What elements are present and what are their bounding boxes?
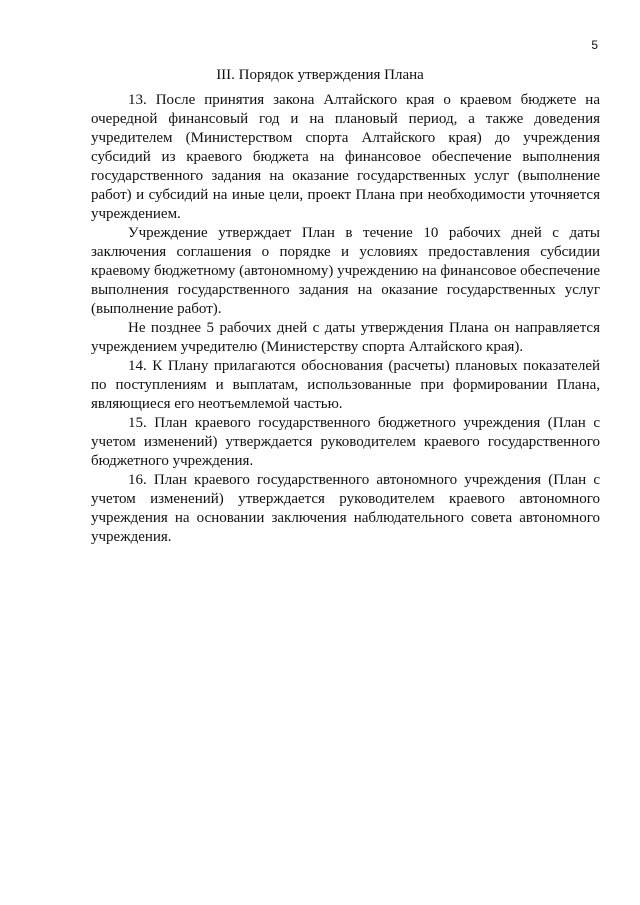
paragraph-approval-term: Учреждение утверждает План в течение 10 рабочих дней с даты заключения соглашения о порядке и условиях предоставления субсидии краевому бюджетному (автономному) учреждению на финансовое обеспечение выполнения государственного задания на оказание государственных услуг (выполнение работ). bbox=[91, 225, 600, 317]
section-heading: III. Порядок утверждения Плана bbox=[216, 67, 424, 83]
page-number: 5 bbox=[591, 38, 598, 52]
paragraph-15: 15. План краевого государственного бюджетного учреждения (План с учетом изменений) утверждается руководителем краевого государственного бюджетного учреждения. bbox=[91, 415, 600, 469]
document-body bbox=[91, 91, 600, 547]
paragraph-submission-term: Не позднее 5 рабочих дней с даты утверждения Плана он направляется учреждением учредителю (Министерству спорта Алтайского края). bbox=[91, 320, 600, 355]
paragraph-13: 13. После принятия закона Алтайского края о краевом бюджете на очередной финансовый год и на плановый период, а также доведения учредителем (Министерством спорта Алтайского края) до учреждения субсидий из краевого бюджета на финансовое обеспечение выполнения государственного задания на оказание государственных услуг (выполнение работ) и субсидий на иные цели, проект Плана при необходимости уточняется учреждением. bbox=[91, 92, 600, 222]
paragraph-16: 16. План краевого государственного автономного учреждения (План с учетом изменений) утверждается руководителем краевого автономного учреждения на основании заключения наблюдательного совета автономного учреждения. bbox=[91, 472, 600, 545]
paragraph-14: 14. К Плану прилагаются обоснования (расчеты) плановых показателей по поступлениям и выплатам, использованные при формировании Плана, являющиеся его неотъемлемой частью. bbox=[91, 358, 600, 412]
